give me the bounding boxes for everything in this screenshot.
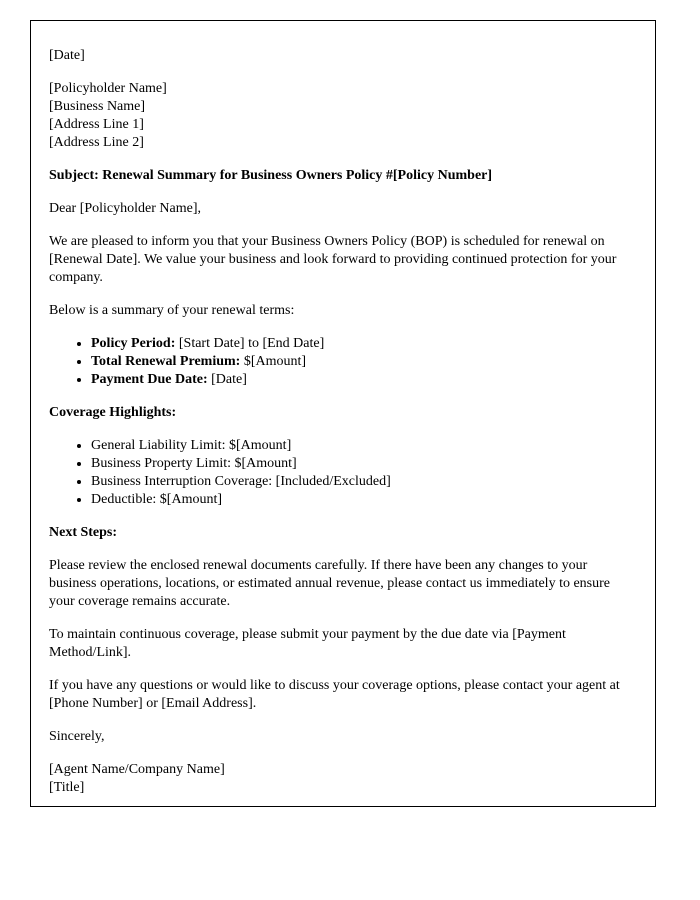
signature-title: [Title] <box>49 780 85 795</box>
renewal-term-item <box>91 335 637 353</box>
coverage-item: • Business Property Limit: $[Amount] <box>91 455 637 473</box>
coverage-heading: Coverage Highlights: <box>49 405 177 420</box>
next-steps-heading: Next Steps: <box>49 525 118 540</box>
renewal-term-value: [Date] <box>207 372 247 387</box>
renewal-term-item <box>91 371 637 389</box>
renewal-term-label: Total Renewal Premium: <box>91 354 241 369</box>
date-line: [Date] <box>49 48 85 63</box>
signature-name: [Agent Name/Company Name] <box>49 762 225 777</box>
letter-page <box>30 20 656 807</box>
coverage-item: • Deductible: $[Amount] <box>91 491 637 509</box>
coverage-item: • General Liability Limit: $[Amount] <box>91 437 637 455</box>
next-steps-paragraph-2: To maintain continuous coverage, please submit your payment by the due date via [Payment Method/Link]. <box>49 627 566 660</box>
renewal-term-item <box>91 353 637 371</box>
closing: Sincerely, <box>49 729 105 744</box>
intro-paragraph: We are pleased to inform you that your Business Owners Policy (BOP) is scheduled for renewal on [Renewal Date]. We value your business and look forward to providing continued protection for your company. <box>49 234 617 285</box>
signature-block <box>49 761 637 797</box>
renewal-terms-list <box>49 335 637 389</box>
salutation: Dear [Policyholder Name], <box>49 201 201 216</box>
summary-lead: Below is a summary of your renewal terms: <box>49 303 295 318</box>
coverage-item: • Business Interruption Coverage: [Included/Excluded] <box>91 473 637 491</box>
recipient-block <box>49 80 637 152</box>
recipient-name: [Policyholder Name] <box>49 81 167 96</box>
next-steps-paragraph-3: If you have any questions or would like to discuss your coverage options, please contact your agent at [Phone Number] or [Email Address]. <box>49 678 620 711</box>
next-steps-paragraph-1: Please review the enclosed renewal documents carefully. If there have been any changes to your business operations, locations, or estimated annual revenue, please contact us immediately to ensure your coverage remains accurate. <box>49 558 610 609</box>
recipient-address-1: [Address Line 1] <box>49 117 144 132</box>
coverage-list <box>49 437 637 509</box>
recipient-business: [Business Name] <box>49 99 146 114</box>
renewal-term-value: $[Amount] <box>240 354 307 369</box>
letter-body <box>49 47 637 797</box>
renewal-term-label: Payment Due Date: <box>91 372 208 387</box>
subject-line: Subject: Renewal Summary for Business Owners Policy #[Policy Number] <box>49 168 493 183</box>
renewal-term-label: Policy Period: <box>91 336 176 351</box>
renewal-term-value: [Start Date] to [End Date] <box>175 336 325 351</box>
recipient-address-2: [Address Line 2] <box>49 135 144 150</box>
